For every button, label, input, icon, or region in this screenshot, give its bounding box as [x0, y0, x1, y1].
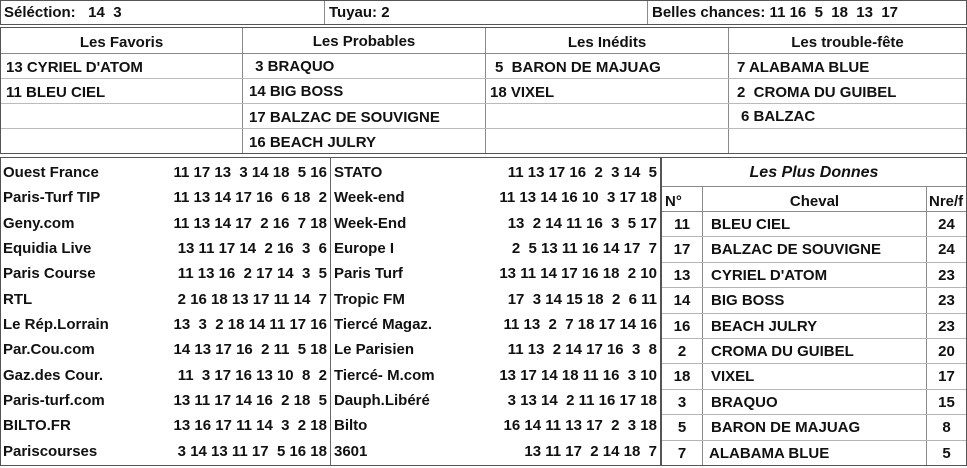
- plus-donnes-nre: 17: [938, 368, 955, 385]
- press-picks: 13 11 14 17 16 18 2 10: [499, 265, 657, 282]
- header-probables: Les Probables: [312, 33, 416, 50]
- press-source-name: Dauph.Libéré: [334, 392, 430, 409]
- press-picks: 2 16 18 13 17 11 14 7: [173, 291, 327, 308]
- plus-donnes-nre: 23: [938, 292, 955, 309]
- plus-donnes-nre: 15: [938, 394, 955, 411]
- press-source-name: Tropic FM: [334, 291, 405, 308]
- press-source-name: Le Rép.Lorrain: [3, 316, 109, 333]
- press-picks: 11 13 14 17 16 6 18 2: [173, 189, 327, 206]
- plus-donnes-nre: 24: [938, 216, 955, 233]
- plus-donnes-nre: 24: [938, 241, 955, 258]
- press-source-name: Par.Cou.com: [3, 341, 95, 358]
- press-source-name: Week-end: [334, 189, 405, 206]
- plus-donnes-table: [661, 157, 967, 466]
- plus-donnes-cheval: BIG BOSS: [711, 292, 785, 309]
- press-source-name: 3601: [334, 443, 368, 460]
- press-picks: 11 13 14 16 10 3 17 18: [499, 189, 657, 206]
- press-picks: 13 11 17 14 16 2 18 5: [173, 392, 327, 409]
- categories-table: [0, 27, 967, 154]
- selection-bar: [0, 0, 967, 25]
- plus-donnes-cheval: BALZAC DE SOUVIGNE: [711, 241, 882, 258]
- press-picks: 13 2 14 11 16 3 5 17: [507, 215, 657, 232]
- plus-donnes-num: 16: [673, 318, 691, 335]
- plus-donnes-cheval: BEACH JULRY: [711, 318, 818, 335]
- press-picks: 11 13 17 16 2 3 14 5: [507, 164, 657, 181]
- probable-4: 16 BEACH JULRY: [249, 134, 376, 151]
- plus-donnes-num: 14: [673, 292, 691, 309]
- plus-donnes-num: 13: [673, 267, 691, 284]
- press-picks: 11 13 2 14 17 16 3 8: [507, 341, 657, 358]
- press-source-name: Geny.com: [3, 215, 75, 232]
- favori-1: 13 CYRIEL D'ATOM: [6, 59, 143, 76]
- plus-donnes-nre: 23: [938, 318, 955, 335]
- press-picks: 2 5 13 11 16 14 17 7: [507, 240, 657, 257]
- tuyau-text: Tuyau: 2: [329, 4, 390, 21]
- plus-donnes-nre: 8: [942, 419, 951, 436]
- probable-3: 17 BALZAC DE SOUVIGNE: [249, 109, 440, 126]
- press-picks: 11 13 16 2 17 14 3 5: [177, 265, 327, 282]
- press-source-name: Tiercé- M.com: [334, 367, 435, 384]
- inedit-2: 18 VIXEL: [490, 84, 555, 101]
- plus-donnes-cheval: BARON DE MAJUAG: [711, 419, 861, 436]
- trouble-3: 6 BALZAC: [741, 108, 816, 125]
- press-picks: 13 17 14 18 11 16 3 10: [499, 367, 657, 384]
- press-picks: 14 13 17 16 2 11 5 18: [173, 341, 327, 358]
- press-picks: 3 13 14 2 11 16 17 18: [503, 392, 657, 409]
- press-source-name: Paris-Turf TIP: [3, 189, 101, 206]
- press-source-name: Paris Turf: [334, 265, 403, 282]
- plus-donnes-num: 5: [677, 419, 687, 436]
- plus-donnes-num: 18: [673, 368, 691, 385]
- inedit-1: 5 BARON DE MAJUAG: [495, 59, 661, 76]
- plus-donnes-cheval: BLEU CIEL: [711, 216, 791, 233]
- plus-donnes-nre: 5: [942, 445, 951, 462]
- favori-2: 11 BLEU CIEL: [6, 84, 106, 101]
- plus-donnes-nre: 20: [938, 343, 955, 360]
- plus-donnes-num: 2: [677, 343, 687, 360]
- plus-donnes-cheval: CYRIEL D'ATOM: [711, 267, 828, 284]
- plus-donnes-cheval: CROMA DU GUIBEL: [711, 343, 854, 360]
- probable-2: 14 BIG BOSS: [249, 83, 344, 100]
- press-source-name: Europe I: [334, 240, 395, 257]
- press-picks: 16 14 11 13 17 2 3 18: [503, 417, 657, 434]
- press-picks: 11 13 2 7 18 17 14 16: [503, 316, 657, 333]
- press-source-name: Paris-turf.com: [3, 392, 105, 409]
- press-picks: 11 17 13 3 14 18 5 16: [173, 164, 327, 181]
- press-source-name: Le Parisien: [334, 341, 415, 358]
- press-source-name: Pariscourses: [3, 443, 98, 460]
- plus-donnes-num: 3: [677, 394, 687, 411]
- plus-donnes-num: 11: [674, 216, 690, 233]
- plus-donnes-num: 7: [677, 445, 687, 462]
- header-favoris: Les Favoris: [79, 34, 164, 51]
- col-cheval-header: Cheval: [789, 193, 840, 210]
- press-source-name: Bilto: [334, 417, 368, 434]
- press-picks: 13 11 17 2 14 18 7: [524, 443, 657, 460]
- press-picks: 11 3 17 16 13 10 8 2: [177, 367, 327, 384]
- header-inedits: Les Inédits: [567, 34, 647, 51]
- col-nre-header: Nre/f: [929, 193, 964, 210]
- press-source-name: Gaz.des Cour.: [3, 367, 104, 384]
- plus-donnes-title: Les Plus Donnes: [749, 164, 879, 181]
- col-num-header: N°: [665, 193, 682, 210]
- plus-donnes-cheval: BRAQUO: [711, 394, 778, 411]
- press-source-name: STATO: [334, 164, 383, 181]
- press-picks: 17 3 14 15 18 2 6 11: [507, 291, 657, 308]
- plus-donnes-num: 17: [673, 241, 691, 258]
- press-picks: 13 11 17 14 2 16 3 6: [177, 240, 327, 257]
- press-source-name: Week-End: [334, 215, 407, 232]
- trouble-1: 7 ALABAMA BLUE: [737, 59, 870, 76]
- press-source-name: Tiercé Magaz.: [334, 316, 433, 333]
- plus-donnes-nre: 23: [938, 267, 955, 284]
- press-picks: 11 13 14 17 2 16 7 18: [173, 215, 327, 232]
- press-picks: 13 3 2 18 14 11 17 16: [173, 316, 327, 333]
- selection-text: Séléction: 14 3: [4, 4, 122, 21]
- press-source-name: BILTO.FR: [3, 417, 71, 434]
- press-source-name: Paris Course: [3, 265, 96, 282]
- press-picks: 3 14 13 11 17 5 16 18: [173, 443, 327, 460]
- plus-donnes-cheval: VIXEL: [711, 368, 755, 385]
- press-source-name: Equidia Live: [3, 240, 92, 257]
- header-trouble-fete: Les trouble-fête: [791, 34, 904, 51]
- plus-donnes-cheval: ALABAMA BLUE: [709, 445, 830, 462]
- probable-1: 3 BRAQUO: [251, 58, 335, 75]
- press-picks: 13 16 17 11 14 3 2 18: [173, 417, 327, 434]
- press-source-name: RTL: [3, 291, 33, 308]
- belles-chances-text: Belles chances: 11 16 5 18 13 17: [652, 4, 899, 21]
- trouble-2: 2 CROMA DU GUIBEL: [737, 84, 897, 101]
- press-source-name: Ouest France: [3, 164, 99, 181]
